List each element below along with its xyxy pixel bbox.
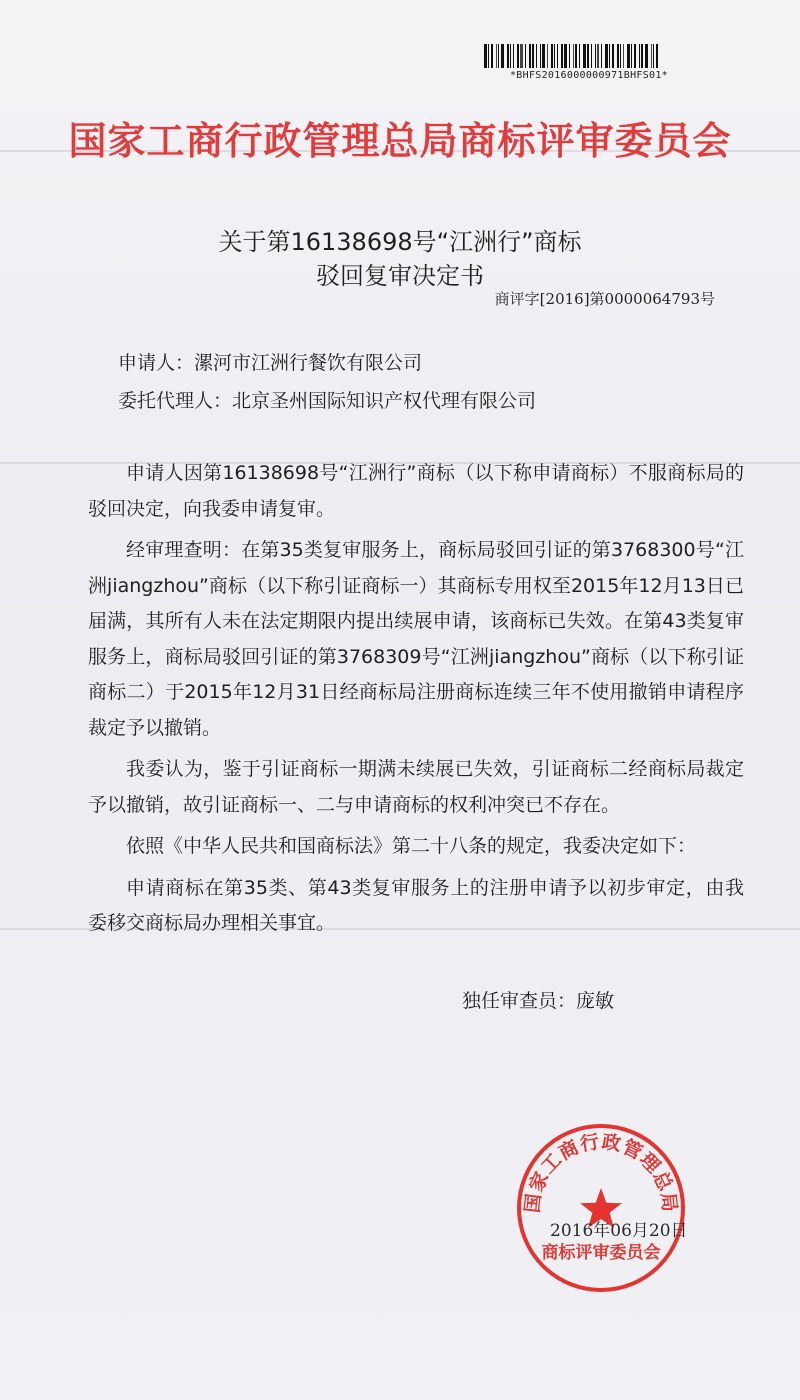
body-paragraph-1: 申请人因第16138698号“江洲行”商标（以下称申请商标）不服商标局的驳回决定，向我委申请复审。: [88, 462, 744, 520]
barcode-bar: [651, 44, 652, 68]
agent-line: 委托代理人：北京圣州国际知识产权代理有限公司: [118, 390, 537, 412]
barcode-bar: [623, 44, 624, 68]
barcode-bar: [597, 44, 599, 68]
seal-arc-text: 国家工商行政管理总局: [521, 1130, 681, 1214]
barcode-bar: [605, 44, 608, 68]
organization-title: 国家工商行政管理总局商标评审委员会: [68, 119, 732, 163]
barcode-bar: [540, 44, 541, 68]
examiner-signature: 独任审查员：庞敏: [462, 990, 615, 1012]
barcode-bar: [601, 44, 602, 68]
barcode: [484, 44, 694, 81]
barcode-bar: [510, 44, 511, 68]
barcode-bars: [484, 44, 694, 68]
barcode-bar: [561, 44, 563, 68]
barcode-bar: [484, 44, 487, 68]
barcode-bar: [536, 44, 537, 68]
barcode-bar: [498, 44, 499, 68]
barcode-bar: [609, 44, 610, 68]
barcode-bar: [564, 44, 567, 68]
barcode-bar: [513, 44, 514, 68]
barcode-bar: [496, 44, 497, 68]
barcode-bar: [547, 44, 548, 68]
barcode-bar: [573, 44, 574, 68]
document-number: 商评字[2016]第0000064793号: [494, 290, 715, 308]
barcode-bar: [620, 44, 621, 68]
applicant-line: 申请人：漯河市江洲行餐饮有限公司: [118, 352, 423, 374]
body-paragraph-5: 申请商标在第35类、第43类复审服务上的注册申请予以初步审定，由我委移交商标局办理相关事宜。: [88, 876, 744, 934]
decision-body: [88, 456, 744, 948]
barcode-bar: [631, 44, 632, 68]
barcode-bar: [551, 44, 553, 68]
barcode-bar: [612, 44, 614, 68]
barcode-bar: [639, 44, 640, 68]
barcode-bar: [579, 44, 580, 68]
document-title-line2: 驳回复审决定书: [316, 262, 484, 290]
barcode-bar: [507, 44, 509, 68]
barcode-bar: [587, 44, 589, 68]
barcode-bar: [595, 44, 596, 68]
barcode-bar: [653, 44, 654, 68]
barcode-bar: [557, 44, 558, 68]
barcode-bar: [575, 44, 577, 68]
body-paragraph-2: 经审理查明：在第35类复审服务上，商标局驳回引证的第3768300号“江洲jiangzhou”商标（以下称引证商标一）其商标专用权至2015年12月13日已届满，其所有人未在法定期限内提出续展申请，该商标已失效。在第43类复审服务上，商标局驳回引证的第3768309号“江洲jiangzhou”商标（以下称引证商标二）于2015年12月31日经商标局注册商标连续三年不使用撤销申请程序裁定予以撤销。: [88, 539, 744, 739]
barcode-bar: [645, 44, 648, 68]
barcode-bar: [488, 44, 489, 68]
barcode-bar: [641, 44, 643, 68]
barcode-bar: [569, 44, 570, 68]
barcode-bar: [525, 44, 526, 68]
barcode-bar: [617, 44, 619, 68]
barcode-bar: [634, 44, 636, 68]
body-paragraph-4: 依照《中华人民共和国商标法》第二十八条的规定，我委决定如下：: [126, 835, 697, 857]
barcode-text: *BHFS2016000000971BHFS01*: [509, 70, 668, 81]
barcode-bar: [517, 44, 519, 68]
barcode-bar: [491, 44, 493, 68]
barcode-bar: [520, 44, 523, 68]
barcode-bar: [591, 44, 592, 68]
barcode-bar: [554, 44, 555, 68]
barcode-bar: [656, 44, 658, 68]
barcode-bar: [627, 44, 630, 68]
document-title-line1: 关于第16138698号“江洲行”商标: [218, 228, 582, 256]
body-paragraph-3: 我委认为，鉴于引证商标一期满未续展已失效，引证商标二经商标局裁定予以撤销，故引证商标一、二与申请商标的权利冲突已不存在。: [88, 758, 744, 816]
barcode-bar: [542, 44, 545, 68]
barcode-bar: [583, 44, 586, 68]
barcode-bar: [529, 44, 531, 68]
barcode-bar: [501, 44, 504, 68]
decision-date: 2016年06月20日: [550, 1221, 688, 1241]
official-seal: [515, 1122, 687, 1294]
seal-bottom-text: 商标评审委员会: [541, 1243, 661, 1263]
barcode-bar: [532, 44, 534, 68]
